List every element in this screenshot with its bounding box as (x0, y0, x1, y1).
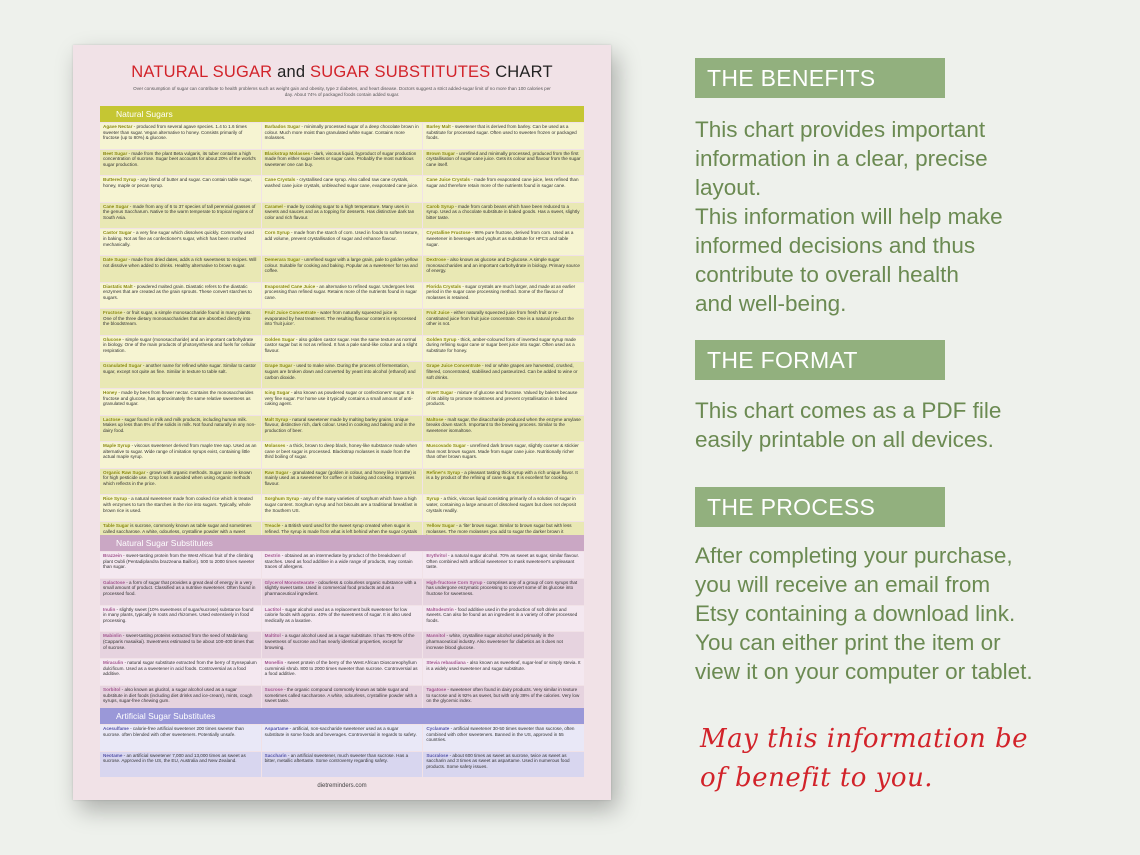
natural-sugar-entry-name: Date Sugar (103, 256, 128, 262)
natural-sugar-entry (262, 389, 423, 415)
chart-poster (73, 45, 611, 800)
natural-sugar-entry (262, 336, 423, 362)
natural-substitute-entry-name: Brazzein (103, 553, 122, 558)
process-heading: THE PROCESS (695, 487, 945, 527)
natural-substitute-entry-name: Inulin (103, 606, 116, 612)
natural-substitute-entry-description: - natural sugar substitute extracted from the berry of Synsepalum dulcificum. Used as a sweetener in acid foods. Controversial as a food additive. (103, 660, 257, 677)
natural-sugar-entry (100, 309, 261, 335)
natural-sugar-entry (262, 123, 423, 149)
natural-substitutes-grid (100, 552, 584, 712)
natural-sugar-entry-name: Caramel (264, 203, 283, 209)
natural-substitute-entry-name: Erythritol (426, 553, 447, 558)
natural-sugar-entry-description: - granulated sugar (golden in colour, and honey like in taste) is mainly used as a sweetener for coffee or in baking and cooking. Improves flavour. (264, 469, 417, 486)
natural-substitute-entry-description: - sweetener often found in dairy products. Very similar in texture to sucrose and is 92% as sweet, but with only 38% of the calories. Very low on the glycemic index. (426, 686, 580, 704)
natural-sugar-entry-name: Syrup (426, 496, 440, 502)
natural-sugar-entry-name: Maple Syrup (103, 443, 131, 449)
natural-sugar-entry (262, 229, 423, 255)
natural-sugar-entry-name: Muscovado Sugar (426, 443, 466, 449)
natural-sugar-entry-name: Cane Sugar (103, 203, 129, 209)
natural-sugar-entry-description: - dark, viscous liquid, byproduct of sugar production made from either sugar beets or sugar cane. Probably the most nutritious sweetener one can buy. (264, 150, 417, 167)
natural-sugar-entry-name: Fruit Juice (426, 310, 450, 316)
natural-sugar-entry-description: - made from the starch of corn. Used in foods to soften texture, add volume, prevent crystallisation of sugar and enhance flavour. (264, 230, 419, 241)
benefits-text: This chart provides important information in a clear, precise layout. This information will help make informed decisions and thus contribute to overall health and well-being. (695, 117, 1003, 316)
natural-sugar-entry-name: Barbados Sugar (264, 124, 301, 129)
natural-sugar-entry (262, 203, 423, 229)
natural-sugar-entry-name: Grape Juice Concentrate (426, 363, 481, 369)
natural-substitute-entry (423, 552, 584, 578)
natural-sugar-entry (423, 283, 584, 309)
artificial-substitute-entry (262, 752, 423, 778)
artificial-substitute-entry-name: Acesulfame (103, 726, 129, 731)
poster-subtitle: Over consumption of sugar can contribute to health problems such as weight gain and obesity, type 2 diabetes, and heart disease. Doctors suggest a strict added-sugar limit of no more than 100 calories per day. About 74% of packaged foods contain added sugar. (133, 86, 551, 97)
natural-sugar-entry-name: Carob Syrup (426, 203, 454, 209)
natural-sugar-entry-description: - powdered malted grain. Diastatic refers to the diastatic enzymes that are created as the grain sprouts. These convert starches to sugars. (103, 283, 252, 300)
natural-sugar-entry (262, 362, 423, 388)
natural-sugar-entry-name: Honey (103, 389, 118, 395)
natural-sugar-entry-name: Agave Nectar (103, 124, 133, 129)
natural-sugar-entry-description: - a very fine sugar which dissolves quickly. Commonly used in baking. Not as fine as confectioner's sugar, which has been crushed mechanically. (103, 230, 254, 247)
benefits-heading: THE BENEFITS (695, 58, 945, 98)
natural-sugar-entry-description: - mixture of glucose and fructose. Valued by bakers because of its ability to promote moistness and prevent crystallisation in baked products. (426, 389, 578, 407)
natural-substitute-entry-description: - a sugar alcohol used as a sugar substitute. It has 75-90% of the sweetness of sucrose and has nearly identical properties, except for browning. (264, 633, 415, 650)
natural-sugar-entry-description: - minimally processed sugar of a deep chocolate brown in colour. Much more moist than granulated white sugar. Contains more molasses. (264, 124, 419, 141)
poster-title-chart: CHART (495, 63, 553, 81)
natural-sugar-entry-name: Evaporated Cane Juice (264, 283, 316, 289)
natural-sugar-entry (423, 442, 584, 468)
natural-sugar-entry (262, 416, 423, 442)
artificial-substitute-entry-description: - an artificial sweetener, much sweeter than sucrose. Has a bitter, metallic aftertaste. Some controversy regarding safety. (264, 752, 409, 764)
natural-sugar-entry-description: - or fruit sugar, a simple monosaccharide found in many plants. One of the three dietary monosaccharides that are absorbed directly into the bloodstream. (103, 310, 252, 327)
natural-sugar-entry (262, 442, 423, 468)
natural-sugar-entry-description: - an alternative to refined sugar. Undergoes less processing than refined sugar. Retains more of the nutrients found in sugar cane. (264, 283, 417, 300)
natural-sugar-entry-description: - sugar crystals are much larger, and made at an earlier period in the sugar cane processing method. Some of the flavour of molasses is retained. (426, 283, 576, 300)
natural-sugar-entry (100, 256, 261, 282)
artificial-substitute-entry (423, 752, 584, 778)
natural-sugar-entry-description: - red or white grapes are harvested, crushed, filtered, concentrated, stabilised and pasteurized. Can be added to wine or soft drinks. (426, 363, 578, 380)
natural-sugar-entry-name: Fruit Juice Concentrate (264, 310, 316, 316)
artificial-substitute-entry-name: Saccharin (264, 752, 287, 758)
natural-sugar-entry-name: Fructose (103, 310, 123, 316)
artificial-substitute-entry-description: - artificial, non-saccharide sweetener used as a sugar substitute in some foods and beverages. Controversial in regards to safety. (264, 726, 417, 737)
poster-title-natural-sugar: NATURAL SUGAR (131, 63, 273, 81)
closing-message: May this information be of benefit to you. (700, 724, 1029, 793)
natural-sugar-entry-name: Blackstrap Molasses (264, 150, 311, 156)
natural-sugar-entry-name: Rice Syrup (103, 496, 127, 502)
natural-sugar-entry-description: - water from naturally squeezed juice is evaporated by heat treatment. The resulting flavour content is reprocessed into 'fruit juice'. (264, 310, 417, 327)
natural-substitute-entry-name: Maltitol (264, 633, 281, 639)
natural-sugar-entry (423, 362, 584, 388)
artificial-substitute-entry-description: - artificial sweetener 30-50 times sweeter than sucrose, often combined with other sweeteners. Banned in the US, approved in 55 countries. (426, 726, 575, 743)
natural-substitute-entry-description: - a natural sugar alcohol. 70% as sweet as sugar, similar flavour. Often combined with artificial sweetener to mask sweetener's unpleasant taste. (426, 553, 580, 570)
natural-sugar-entry (423, 229, 584, 255)
natural-sugar-entry (423, 256, 584, 282)
natural-substitute-entry-name: Stevia rebaudiana (426, 660, 466, 666)
natural-sugar-entry-name: Raw Sugar (264, 469, 289, 475)
natural-sugar-entry (423, 389, 584, 415)
natural-sugar-entry-description: - natural sweetener made by malting barley grains. Unique flavour, distinctive rich, dark colour. Used in cooking and baking and in the production of beer. (264, 416, 416, 433)
natural-sugar-entry-description: - unrefined and minimally processed, produced from the first crystallisation of sugar cane juice. Gets its colour and flavour from the sugar cane itself. (426, 150, 581, 167)
natural-sugar-entry-name: Icing Sugar (264, 389, 290, 395)
natural-sugar-entry-name: Lactose (103, 416, 121, 422)
section-natural-substitutes: Natural Sugar Substitutes (100, 535, 584, 551)
natural-substitute-entry-description: - a form of sugar that provides a great deal of energy in a very small amount of product. Classified as a nutritive sweetener. Often found in processed food. (103, 579, 256, 596)
natural-substitute-entry-name: High-fructose Corn Syrup (426, 579, 483, 585)
natural-sugar-entry-name: Crystalline Fructose (426, 230, 471, 236)
natural-sugar-entry-description: - made from carob beans which have been reduced to a syrup. Used as a chocolate substitute in baked goods. Has a sweet, slightly bitter taste. (426, 203, 580, 220)
natural-substitute-entry-description: - obtained as an intermediate by product of the breakdown of starches. Used as food additive in a wide range of products, may contain traces of allergens. (264, 553, 413, 570)
natural-substitute-entry-name: Monellin (264, 660, 284, 666)
natural-substitute-entry-description: - odourless & colourless organic substance with a slightly sweet taste. Used in commercial food products and as a pharmaceutical ingredient. (264, 579, 417, 596)
artificial-substitute-entry (423, 725, 584, 751)
natural-substitute-entry-description: - also known as glucitol, a sugar alcohol used as a sugar substitute in diet foods (including diet drinks and ice-cream), mints, cough syrups, sugar-free chewing gum. (103, 686, 253, 704)
natural-sugar-entry-description: - sweetener that is derived from barley. Can be used as a substitute for processed sugar. Often used to sweeten frozen or packaged foods. (426, 124, 577, 141)
natural-sugar-entry-name: Granulated Sugar (103, 363, 142, 369)
natural-substitute-entry-description: - also known as sweetleaf, sugar-leaf or simply stevia. It is a widely used sweetener and sugar substitute. (426, 660, 581, 671)
section-natural-sugars: Natural Sugars (100, 106, 584, 122)
poster-title-and: and (277, 63, 306, 81)
natural-substitute-entry-description: - white, crystalline sugar alcohol used primarily in the pharmaceutical industry. Also sweetener for diabetics as it does not increase blood glucose. (426, 633, 563, 650)
natural-sugar-entry-description: - a British word used for the sweet syrup created when sugar is refined. The syrup is made from what is left behind when the sugar crystals (264, 522, 418, 534)
natural-sugar-entry (262, 283, 423, 309)
natural-sugar-entry-name: Invert Sugar (426, 389, 454, 395)
natural-sugar-entry (262, 309, 423, 335)
natural-sugar-entry-description: - simple sugar (monosaccharide) and an important carbohydrate in biology. One of the main products of photosynthesis and fuels for cellular respiration. (103, 336, 256, 353)
natural-substitute-entry-name: Dextrin (264, 553, 281, 558)
natural-sugar-entry-description: - also golden castor sugar. Has the same texture as normal castor sugar but is not as refined. It has a pale sand-like colour and a slight flavour. (264, 336, 418, 353)
natural-sugar-entry-description: - crystallised cane syrup. Also called raw cane crystals, washed cane juice crystals, unbleached sugar cane, evaporated cane juice. (264, 177, 419, 188)
natural-sugar-entry (423, 336, 584, 362)
natural-sugar-entry-name: Sorghum Syrup (264, 496, 300, 502)
natural-sugar-entry-name: Buttered Syrup (103, 177, 137, 183)
natural-sugar-entry-name: Refiner's Syrup (426, 469, 461, 475)
artificial-substitute-entry (100, 752, 261, 778)
natural-sugar-entry (262, 150, 423, 176)
artificial-substitute-entry-description: - about 600 times as sweet as sucrose, twice as sweet as saccharin and 3 times as sweet as aspartame. Used in numerous food products. Some safety issues. (426, 752, 570, 769)
natural-sugar-entry (100, 495, 261, 521)
artificial-substitute-entry (100, 725, 261, 751)
natural-sugar-entry-description: - viscous sweetener derived from maple tree sap. Used as an alternative to sugar. Wide range of imitation syrups exist, containing little actual maple syrup. (103, 443, 257, 460)
natural-substitute-entry (423, 579, 584, 605)
natural-sugar-entry-description: - any of the many varieties of sorghum which have a high sugar content. Sorghum syrup and hot biscuits are a traditional breakfast in the Southern US. (264, 496, 418, 513)
natural-sugar-entry-name: Diastatic Malt (103, 283, 133, 289)
natural-sugar-entry-description: - made by bees from flower nectar. Contains the monosaccharides fructose and glucose, has approximately the same relative sweetness as granulated sugar. (103, 389, 254, 407)
natural-substitute-entry (100, 552, 261, 578)
natural-sugar-entry (100, 150, 261, 176)
natural-sugar-entry-name: Glucose (103, 336, 122, 342)
poster-title (73, 63, 611, 82)
natural-substitute-entry (262, 606, 423, 632)
artificial-substitutes-grid (100, 725, 584, 777)
natural-substitute-entry (262, 632, 423, 658)
natural-substitute-entry-description: - sugar alcohol used as a replacement bulk sweetener for low calorie foods with approx. 40% of the sweetness of sugar. It is also used medically as a laxative. (264, 606, 412, 623)
natural-sugar-entry-description: - 98% pure fructose, derived from corn. Used as a sweetener in beverages and yoghurt as substitute for HFCS and table sugar. (426, 230, 574, 247)
natural-sugar-entry-name: Cane Juice Crystals (426, 177, 470, 183)
natural-sugar-entry-description: - also known as powdered sugar or confectioners' sugar. It is very fine sugar. For home use it typically contains a small amount of anti-caking agent. (264, 389, 415, 407)
natural-sugar-entry-description: - another name for refined white sugar. Similar to castor sugar, except not quite as fine. Similar in texture to table salt. (103, 363, 256, 374)
natural-substitute-entry (100, 606, 261, 632)
natural-sugar-entry-name: Barley Malt (426, 124, 451, 129)
process-text: After completing your purchase, you will receive an email from Etsy containing a download link. You can either print the item or view it on your computer or tablet. (695, 543, 1033, 684)
natural-sugar-entry-description: - made from any of 6 to 37 species of tall perennial grasses of the genus Saccharum. Native to the warm temperate to tropical regions of South Asia. (103, 203, 256, 220)
natural-substitute-entry (100, 659, 261, 685)
natural-sugar-entry-name: Florida Crystals (426, 283, 462, 289)
natural-substitute-entry-name: Lactitol (264, 606, 281, 612)
natural-sugar-entry-name: Grape Sugar (264, 363, 293, 369)
natural-sugar-entry (262, 256, 423, 282)
natural-substitute-entry-description: - food additive used in the production of soft drinks and sweets. Can also be found as an ingredient in a variety of other processed foods. (426, 606, 578, 623)
artificial-substitute-entry-name: Cyclamate (426, 726, 450, 731)
natural-sugar-entry (100, 389, 261, 415)
natural-substitute-entry-description: - slightly sweet (10% sweetness of sugar/sucrose) substance found in many plants, typically in roots and rhizomes. Used extensively in food processing. (103, 606, 254, 623)
natural-sugar-entry (423, 469, 584, 495)
natural-sugar-entry-name: Beet Sugar (103, 150, 128, 156)
natural-substitute-entry-name: Galactose (103, 579, 125, 585)
natural-sugar-entry-name: Golden Syrup (426, 336, 457, 342)
natural-substitute-entry-name: Maltodextrin (426, 606, 454, 612)
natural-sugar-entry-description: - a thick, brown to deep black, honey-like substance made when cane or beet sugar is processed. Blackstrap molasses is made from the third boiling of sugar. (264, 443, 418, 460)
natural-substitute-entry (100, 632, 261, 658)
natural-sugar-entry-description: - grown with organic methods. Sugar cane is known for high pesticide use. Crop loss is avoided when using organic methods which reflects in the price. (103, 469, 252, 486)
natural-sugar-entry-name: Dextrose (426, 256, 446, 262)
natural-sugar-entry (100, 469, 261, 495)
natural-sugar-entry-description: - also known as glucose and D-glucose. A simple sugar monosaccharides and an important carbohydrate in biology. Primary source of energy. (426, 256, 580, 274)
natural-sugar-entry-description: - malt sugar, the disaccharide produced when the enzyme amylase breaks down starch. Important to the brewing process. Similar to the sweetener isomaltose. (426, 416, 581, 433)
natural-substitute-entry-name: Sucrose (264, 686, 283, 692)
natural-sugar-entry-description: is sucrose, commonly known as table sugar and sometimes called saccharose. A white, odourless, crystalline powder with a sweet (103, 522, 252, 534)
natural-substitute-entry-description: - sweet-tasting proteins extracted from the seed of Mabinlang (Capparis masaikai). Sweetness estimated to be about 100-400 times that of sucrose. (103, 633, 254, 650)
natural-substitute-entry-description: - the organic compound commonly known as table sugar and sometimes called saccharose. A white, odourless, crystalline powder with a sweet taste. (264, 686, 418, 704)
natural-sugar-entry-description: - thick, amber-coloured form of inverted sugar syrup made during refining sugar cane or sugar beet juice into sugar. Often used as a substitute for honey. (426, 336, 576, 353)
natural-sugar-entry-description: - unrefined sugar with a large grain, pale to golden yellow colour. Suitable for cooking and baking. Popular as a sweetener for tea and coffee. (264, 256, 418, 274)
natural-sugar-entry (100, 416, 261, 442)
natural-sugar-entry-name: Golden Sugar (264, 336, 295, 342)
natural-substitute-entry-name: Glycerol Monostearate (264, 579, 315, 585)
natural-substitute-entry (423, 606, 584, 632)
natural-sugar-entry-description: - made by cooking sugar to a high temperature. Many uses in sweets and sauces and as a topping for desserts. Has distinctive dark tan color and rich flavour. (264, 203, 415, 220)
natural-sugar-entry-name: Yellow Sugar (426, 522, 455, 528)
natural-sugar-entry (423, 495, 584, 521)
natural-sugar-entry-description: - a 'lite' brown sugar. Similar to brown sugar but with less molasses. The more molasses you add to sugar the darker brown it (426, 522, 572, 534)
natural-substitute-entry (100, 579, 261, 605)
natural-sugar-entry (423, 203, 584, 229)
natural-sugar-entry-description: - sugar found in milk and milk products, including human milk. Makes up less than 8% of the solids in milk. Not found naturally in any non-dairy food. (103, 416, 256, 433)
natural-sugar-entry-name: Organic Raw Sugar (103, 469, 146, 475)
natural-substitute-entry (423, 632, 584, 658)
artificial-substitute-entry-name: Aspartame (264, 726, 289, 731)
natural-substitute-entry-name: Sorbitol (103, 686, 121, 692)
natural-substitute-entry-description: - comprises any of a group of corn syrups that has undergone enzymatic processing to convert some of its glucose into fructose for sweetness. (426, 579, 578, 596)
natural-sugar-entry-name: Brown Sugar (426, 150, 455, 156)
natural-sugar-entry-name: Cane Crystals (264, 177, 296, 183)
natural-substitute-entry (262, 552, 423, 578)
artificial-substitute-entry-name: Neotame (103, 752, 123, 758)
natural-substitute-entry (262, 659, 423, 685)
natural-sugar-entry-description: - unrefined dark brown sugar, slightly coarser & stickier than most brown sugars. Made from sugar cane juice. Nutritionally richer than other brown sugars. (426, 443, 579, 460)
natural-sugar-entry-description: - used to make wine. During the process of fermentation, sugars are broken down and converted by yeast into alcohol (ethanol) and carbon dioxide. (264, 363, 416, 380)
natural-sugar-entry (423, 150, 584, 176)
natural-sugar-entry (423, 416, 584, 442)
natural-sugar-entry-description: - any blend of butter and sugar. Can contain table sugar, honey, maple or pecan syrup. (103, 177, 252, 188)
natural-sugar-entry-description: - a thick, viscous liquid consisting primarily of a solution of sugar in water, containing a large amount of dissolved sugars but does not deposit crystals readily. (426, 496, 576, 513)
natural-sugar-entry (100, 362, 261, 388)
artificial-substitute-entry (262, 725, 423, 751)
natural-substitute-entry (423, 659, 584, 685)
natural-substitute-entry-description: - sweet protein of the berry of the West African Dioscoreophyllum cumminsii shrub. 800 to 2000 times sweeter than sucrose. Controversial as a food additive. (264, 660, 418, 677)
natural-sugar-entry (100, 229, 261, 255)
natural-substitute-entry-name: Tagatose (426, 686, 447, 692)
natural-sugar-entry-name: Molasses (264, 443, 286, 449)
natural-sugar-entry-name: Table Sugar (103, 522, 129, 528)
format-heading: THE FORMAT (695, 340, 945, 380)
artificial-substitute-entry-description: - an artificial sweetener 7,000 and 13,000 times as sweet as sucrose. Approved in the US, the EU, Australia and New Zealand. (103, 752, 246, 764)
natural-sugar-entry-description: - made from the plant Beta vulgaris, its tuber contains a high concentration of sucrose. Sugar beet accounts for about 20% of the world's sugar production. (103, 150, 256, 167)
artificial-substitute-entry-name: Sucralose (426, 752, 449, 758)
artificial-substitute-entry-description: - calorie-free artificial sweetener 200 times sweeter than sucrose. often blended with other sweeteners. Potentially unsafe. (103, 726, 244, 737)
natural-sugar-entry (262, 469, 423, 495)
natural-sugars-grid (100, 123, 584, 548)
natural-sugar-entry-description: - made from evaporated cane juice, less refined than sugar and therefore retain more of the nutrients found in sugar cane. (426, 177, 579, 188)
natural-sugar-entry (100, 176, 261, 202)
natural-substitute-entry-description: - sweet-tasting protein from the West African fruit of the climbing plant Oubli (Pentadiplandra brazzeana Baillon). 500 to 2000 times sweeter than sugar. (103, 553, 255, 570)
natural-substitute-entry (262, 579, 423, 605)
natural-sugar-entry-name: Maltose (426, 416, 444, 422)
natural-sugar-entry-name: Castor Sugar (103, 230, 132, 236)
natural-sugar-entry-description: - a natural sweetener made from cooked rice which is treated with enzymes to turn the starches in the rice into sugars. Typically, whole brown rice is used. (103, 496, 253, 513)
natural-sugar-entry-description: - produced from several agave species. 1.4 to 1.6 times sweeter than sugar. Vegan alternative to honey. Consists primarily of fructose (up to 80%) & glucose. (103, 124, 247, 141)
natural-substitute-entry-name: Mannitol (426, 633, 446, 639)
natural-sugar-entry (100, 336, 261, 362)
natural-sugar-entry-name: Treacle (264, 522, 281, 528)
natural-sugar-entry (423, 176, 584, 202)
natural-sugar-entry (423, 123, 584, 149)
section-artificial-substitutes: Artificial Sugar Substitutes (100, 708, 584, 724)
poster-title-substitutes: SUGAR SUBSTITUTES (310, 63, 491, 81)
natural-sugar-entry (100, 203, 261, 229)
natural-sugar-entry (100, 283, 261, 309)
natural-sugar-entry-description: - made from dried dates, adds a rich sweetness to recipes. Will not dissolve when added to drinks. Healthy alternative to brown sugar. (103, 256, 257, 268)
natural-sugar-entry (100, 123, 261, 149)
natural-substitute-entry-name: Mabinlin (103, 633, 122, 639)
natural-sugar-entry (262, 495, 423, 521)
natural-sugar-entry-name: Malt Syrup (264, 416, 289, 422)
natural-sugar-entry (262, 176, 423, 202)
poster-footer: dietreminders.com (317, 783, 367, 789)
natural-sugar-entry-description: - either naturally squeezed juice from fresh fruit or re-constituted juice from fruit juice concentrate. One is a natural product the other is not. (426, 310, 574, 327)
format-text: This chart comes as a PDF file easily printable on all devices. (695, 398, 1002, 452)
natural-sugar-entry-name: Corn Syrup (264, 230, 290, 236)
natural-sugar-entry-name: Demerara Sugar (264, 256, 301, 262)
natural-sugar-entry (100, 442, 261, 468)
natural-substitute-entry-name: Miraculin (103, 660, 124, 666)
natural-sugar-entry-description: - a pleasant tasting thick syrup with a rich unique flavor. It is a by product of the refining of cane sugar. It is excellent for cooking. (426, 469, 578, 481)
natural-sugar-entry (423, 309, 584, 335)
